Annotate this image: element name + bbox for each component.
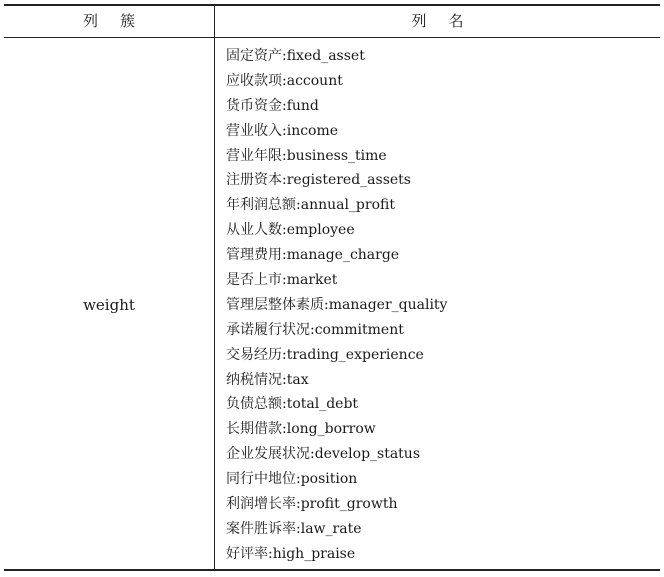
column-name-item: 企业发展状况:develop_status (226, 446, 421, 463)
column-name-item: 营业收入:income (226, 122, 339, 139)
table-column-divider (214, 6, 215, 569)
column-name-item: 注册资本:registered_assets (226, 172, 411, 189)
column-name-item: 从业人数:employee (226, 222, 355, 239)
column-name-item: 管理层整体素质:manager_quality (226, 296, 448, 313)
column-name-item: 同行中地位:position (226, 471, 358, 488)
family-cell (4, 38, 214, 571)
column-name-item: 好评率:high_praise (226, 545, 356, 562)
column-name-item: 交易经历:trading_experience (226, 346, 424, 363)
column-name-item: 管理费用:manage_charge (226, 247, 400, 264)
column-name-item: 纳税情况:tax (226, 371, 309, 388)
column-family-table (4, 4, 660, 571)
column-name-item: 货币资金:fund (226, 97, 319, 114)
column-name-item: 利润增长率:profit_growth (226, 496, 398, 513)
column-name-item: 年利润总额:annual_profit (226, 197, 395, 214)
column-name-item: 固定资产:fixed_asset (226, 48, 365, 64)
header-column-name: 列名 (411, 12, 486, 30)
column-name-item: 长期借款:long_borrow (226, 421, 376, 438)
column-name-item: 负债总额:total_debt (226, 396, 359, 413)
column-name-item: 承诺履行状况:commitment (226, 321, 404, 338)
column-name-list (226, 44, 447, 567)
column-name-item: 应收款项:account (226, 72, 343, 89)
table-header-row (4, 6, 660, 38)
column-name-item: 案件胜诉率:law_rate (226, 520, 362, 537)
column-name-item: 营业年限:business_time (226, 147, 387, 164)
header-column-family: 列簇 (82, 12, 157, 30)
family-value: weight (83, 295, 135, 314)
column-name-item: 是否上市:market (226, 272, 338, 289)
